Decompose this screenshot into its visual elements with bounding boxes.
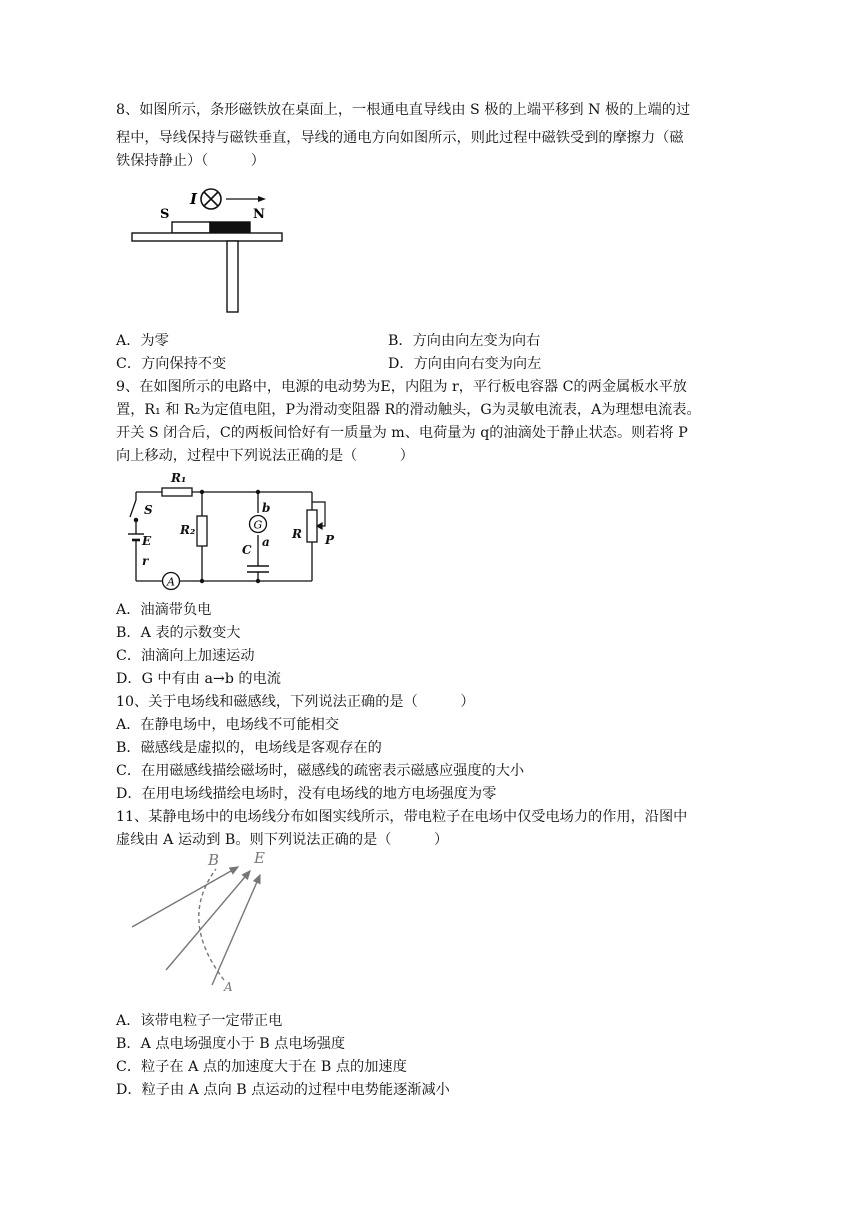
q9-option-c: C．油滴向上加速运动 [116, 648, 255, 664]
magnet-s-pole [172, 222, 210, 233]
label-p: P [325, 533, 335, 547]
q9-option-d: D．G 中有由 a→b 的电流 [116, 671, 281, 687]
q8-stem-line3: 铁保持静止）（ ） [116, 153, 265, 169]
switch-s-icon [130, 500, 138, 522]
q11-option-d: D．粒子由 A 点向 B 点运动的过程中电势能逐渐减小 [116, 1082, 450, 1098]
q8-option-c: C．方向保持不变 [116, 356, 227, 372]
q11-option-a: A．该带电粒子一定带正电 [116, 1013, 283, 1029]
q11-stem-line2: 虚线由 A 运动到 B。则下列说法正确的是（ ） [116, 832, 449, 848]
q11-option-b: B．A 点电场强度小于 B 点电场强度 [116, 1036, 346, 1052]
label-r-internal: r [142, 554, 149, 568]
svg-text:A: A [167, 575, 175, 589]
svg-text:G: G [253, 518, 263, 532]
label-c: C [242, 543, 252, 557]
rheostat-r [307, 510, 317, 542]
galvanometer-g-icon [250, 516, 267, 533]
label-a: a [262, 535, 270, 549]
label-b-point: B [208, 851, 220, 869]
q8-fig-label-n: N [253, 207, 265, 222]
q10-stem: 10、关于电场线和磁感线，下列说法正确的是（ ） [116, 694, 475, 710]
table-top [132, 233, 282, 241]
q8-fig-label-s: S [160, 207, 170, 222]
q9-stem-line2: 置，R₁ 和 R₂为定值电阻，P为滑动变阻器 R的滑动触头，G为灵敏电流表，A为理想电流表。 [116, 402, 701, 418]
label-b: b [262, 501, 271, 515]
motion-arrow-icon [226, 196, 266, 202]
ammeter-a-icon [163, 573, 180, 590]
q8-option-b: B．方向由向左变为向右 [388, 333, 541, 349]
q10-option-c: C．在用磁感线描绘磁场时，磁感线的疏密表示磁感应强度的大小 [116, 763, 525, 779]
q9-stem-line4: 向上移动，过程中下列说法正确的是（ ） [116, 448, 414, 464]
q8-option-a: A．为零 [116, 333, 169, 349]
junction-dots [200, 490, 260, 583]
label-r1: R₁ [171, 471, 187, 485]
capacitor-c-icon [247, 566, 269, 572]
magnet-figure [128, 180, 288, 320]
q10-option-a: A．在静电场中，电场线不可能相交 [116, 717, 340, 733]
label-a-point: A [224, 980, 233, 994]
q9-stem-line1: 9、在如图所示的电路中，电源的电动势为E，内阻为 r，平行板电容器 C的两金属板水平放 [116, 379, 687, 395]
label-r: R [292, 527, 302, 541]
current-into-page-icon [201, 189, 221, 209]
circuit-figure [116, 468, 346, 593]
q8-stem-line1: 8、如图所示，条形磁铁放在桌面上，一根通电直导线由 S 极的上端平移到 N 极的上端的过 [116, 102, 691, 118]
q8-option-d: D．方向由向右变为向左 [388, 356, 542, 372]
field-line-3 [212, 875, 260, 985]
q9-option-b: B．A 表的示数变大 [116, 625, 241, 641]
table-leg [227, 241, 238, 312]
resistor-r1 [162, 488, 192, 496]
label-e-field: E [254, 849, 265, 867]
circuit-wires [136, 492, 312, 581]
q11-option-c: C．粒子在 A 点的加速度大于在 B 点的加速度 [116, 1059, 407, 1075]
resistor-r2 [197, 516, 207, 546]
label-s: S [144, 503, 153, 517]
q9-stem-line3: 开关 S 闭合后，C的两板间恰好有一质量为 m、电荷量为 q的油滴处于静止状态。则若将 P [116, 425, 688, 441]
q10-option-d: D．在用电场线描绘电场时，没有电场线的地方电场强度为零 [116, 786, 497, 802]
q10-option-b: B．磁感线是虚拟的，电场线是客观存在的 [116, 740, 382, 756]
field-line-1 [132, 867, 238, 927]
label-r2: R₂ [180, 523, 196, 537]
field-lines-figure [128, 845, 288, 1000]
q8-stem-line2: 程中，导线保持与磁铁垂直，导线的通电方向如图所示，则此过程中磁铁受到的摩擦力（磁 [116, 130, 684, 146]
magnet-n-pole [210, 222, 250, 233]
q11-stem-line1: 11、某静电场中的电场线分布如图实线所示，带电粒子在电场中仅受电场力的作用，沿图中 [116, 809, 688, 825]
particle-trajectory [199, 869, 224, 980]
q9-option-a: A．油滴带负电 [116, 602, 212, 618]
q8-fig-label-i: I [190, 190, 198, 208]
label-e: E [142, 534, 152, 548]
